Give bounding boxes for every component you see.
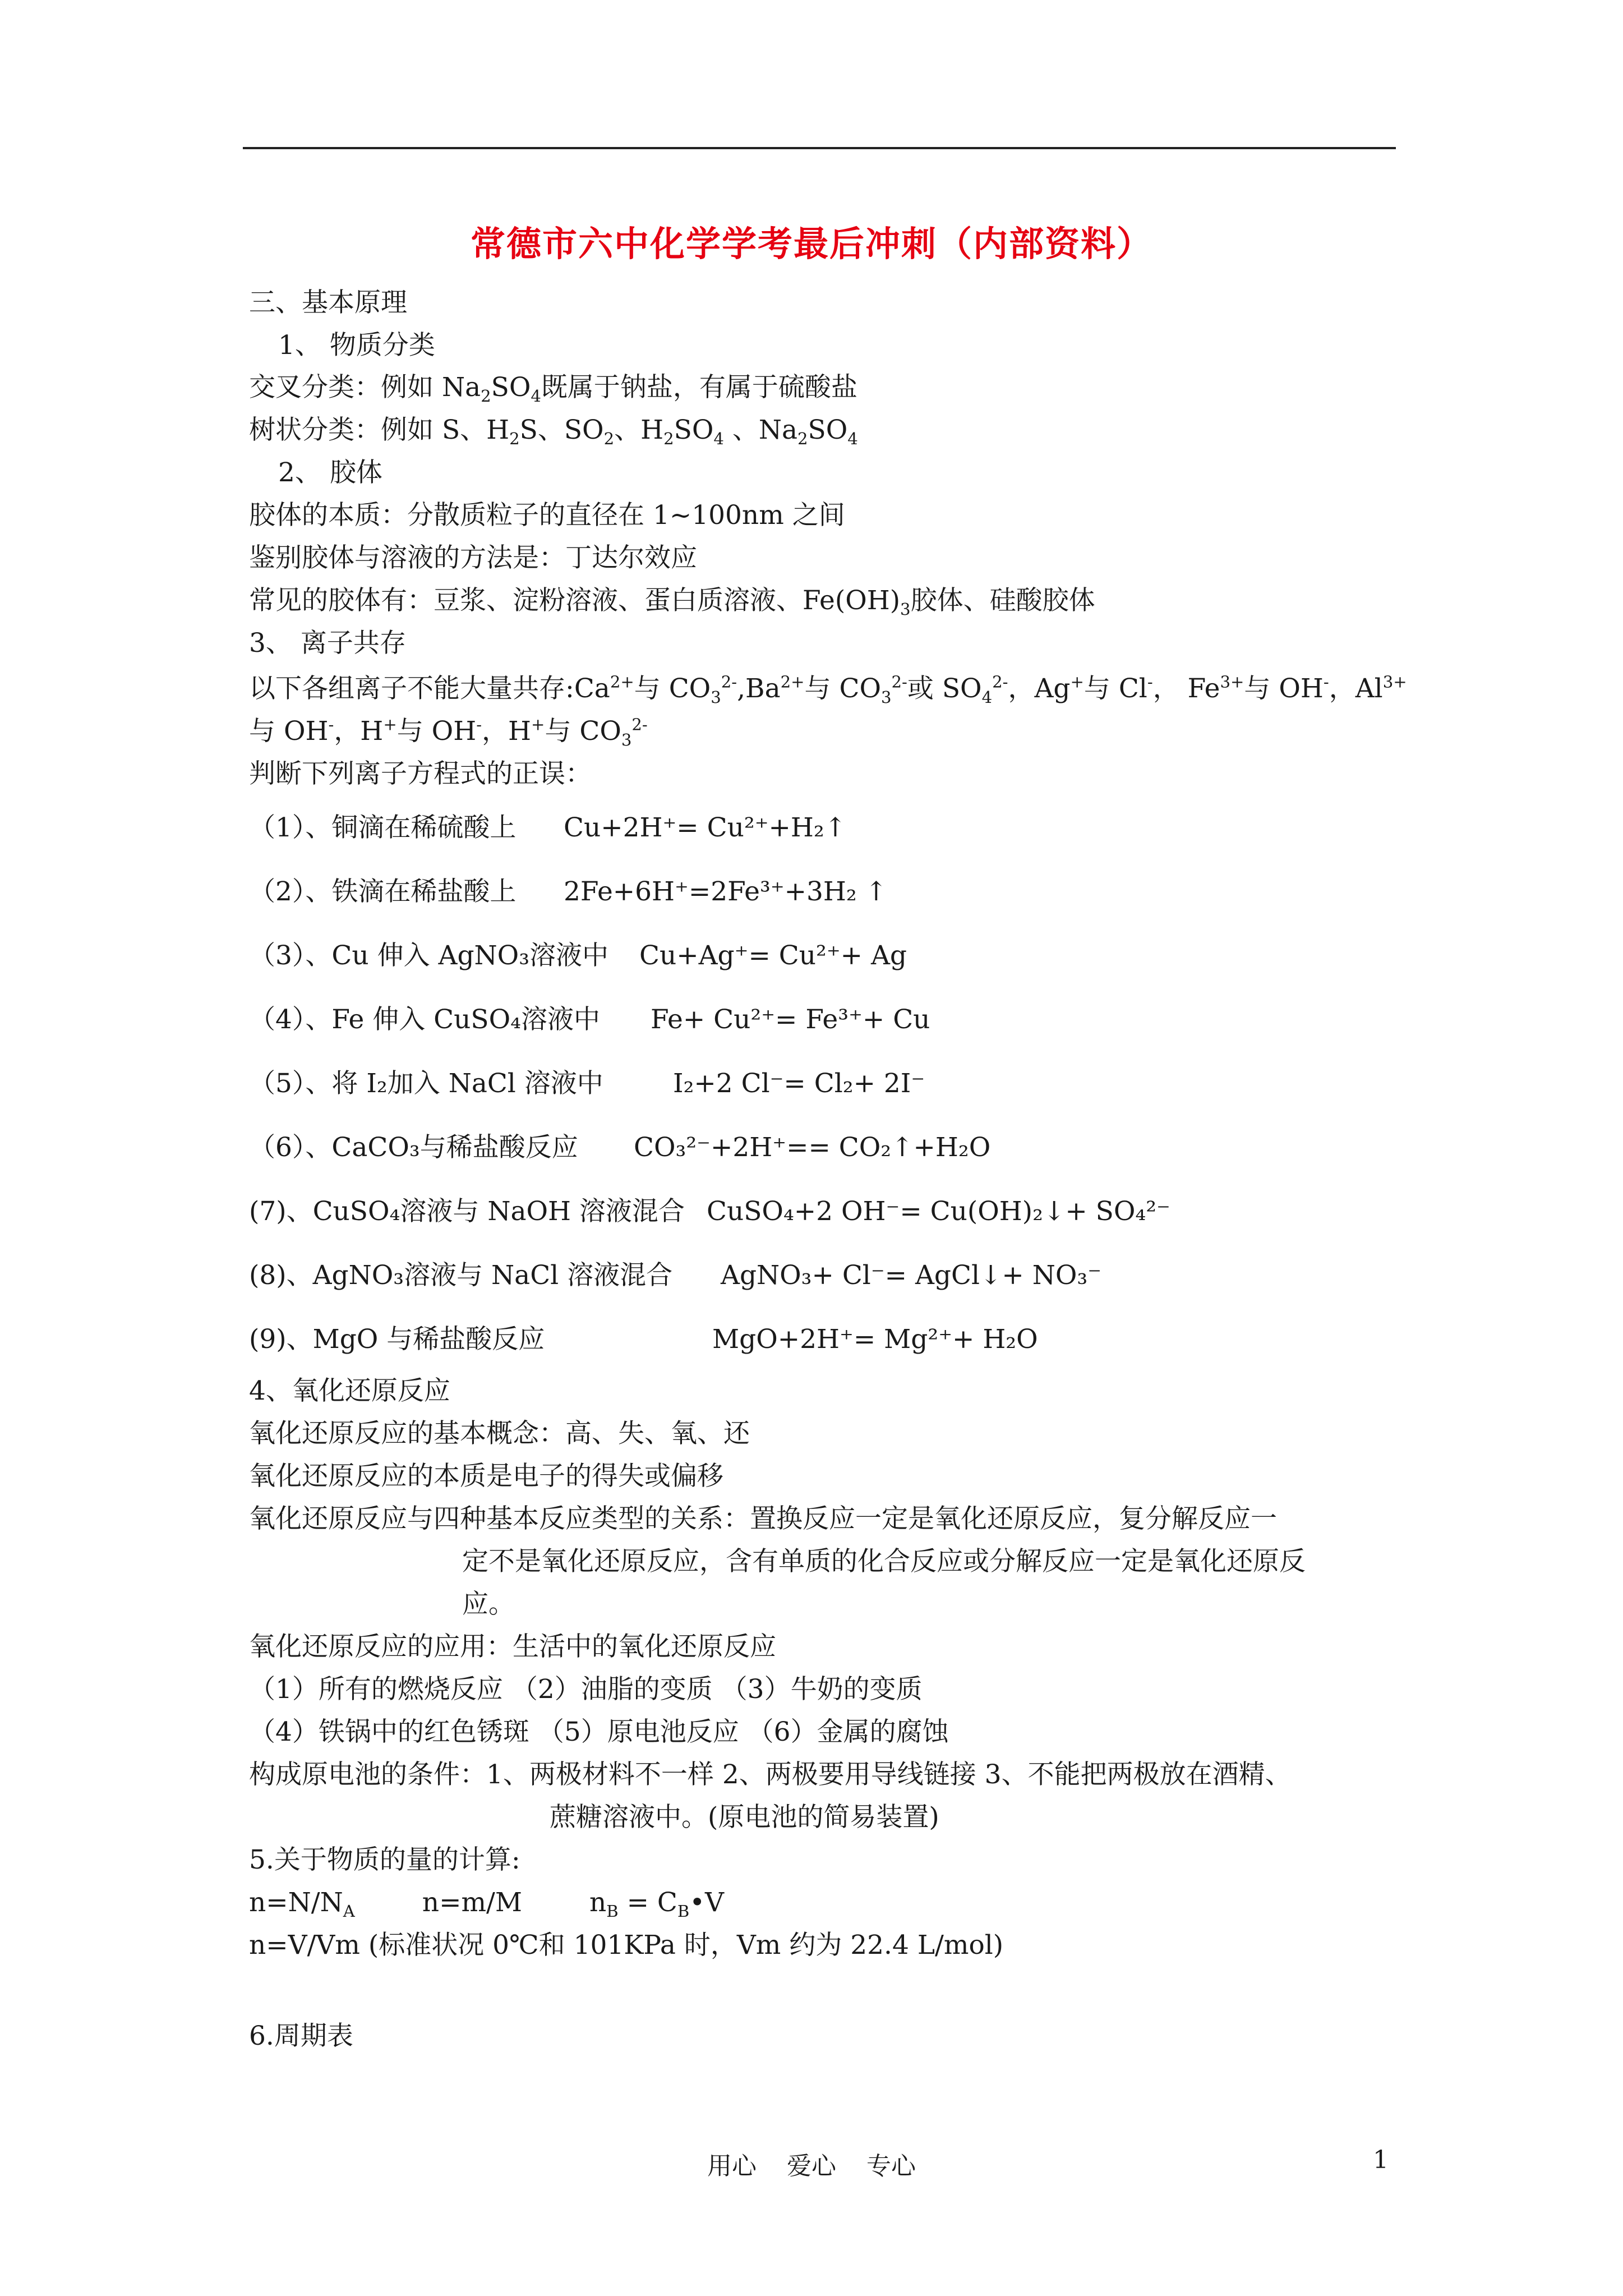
equation-8: AgNO₃+ Cl⁻= AgCl↓+ NO₃⁻ [721, 1260, 1101, 1291]
header-rule [243, 147, 1396, 149]
equation-label-7: (7)、CuSO₄溶液与 NaOH 溶液混合 [249, 1196, 685, 1227]
redox-examples-2: （4）铁锅中的红色锈斑 （5）原电池反应 （6）金属的腐蚀 [249, 1717, 949, 1747]
equation-9: MgO+2H⁺= Mg²⁺+ H₂O [712, 1324, 1038, 1355]
equation-label-1: （1）、铜滴在稀硫酸上 [249, 812, 517, 843]
galvanic-cell-conditions-1: 构成原电池的条件：1、两极材料不一样 2、两极要用导线链接 3、不能把两极放在酒精、 [249, 1759, 1292, 1790]
equation-label-3: （3）、Cu 伸入 AgNO₃溶液中 [249, 940, 609, 971]
equation-label-4: （4）、Fe 伸入 CuSO₄溶液中 [249, 1004, 600, 1035]
equation-2: 2Fe+6H⁺=2Fe³⁺+3H₂ ↑ [564, 876, 888, 907]
equation-6: CO₃²⁻+2H⁺== CO₂↑+H₂O [634, 1132, 991, 1163]
equation-4: Fe+ Cu²⁺= Fe³⁺+ Cu [651, 1004, 930, 1035]
equation-label-8: (8)、AgNO₃溶液与 NaCl 溶液混合 [249, 1260, 673, 1291]
page-title: 常德市六中化学学考最后冲刺（内部资料） [470, 223, 1152, 264]
cross-classification-line: 交叉分类：例如 $Na_2SO_4$既属于钠盐，有属于硫酸盐 [249, 372, 857, 406]
section-heading-basic-principles: 三、基本原理 [249, 287, 407, 318]
redox-concept: 氧化还原反应的基本概念：高、失、氧、还 [249, 1418, 750, 1449]
redox-relation-line-2: 定不是氧化还原反应，含有单质的化合反应或分解反应一定是氧化还原反 [462, 1546, 1306, 1577]
equation-label-5: （5）、将 I₂加入 NaCl 溶液中 [249, 1068, 603, 1099]
redox-examples-1: （1）所有的燃烧反应 （2）油脂的变质 （3）牛奶的变质 [249, 1674, 923, 1705]
judge-equations-heading: 判断下列离子方程式的正误： [249, 758, 592, 789]
equation-label-6: （6）、CaCO₃与稀盐酸反应 [249, 1132, 578, 1163]
colloid-identification: 鉴别胶体与溶液的方法是：丁达尔效应 [249, 542, 697, 573]
page-footer: 用心 爱心 专心 [707, 2152, 916, 2180]
page-number: 1 [1373, 2146, 1389, 2174]
colloid-examples: 常见的胶体有：豆浆、淀粉溶液、蛋白质溶液、$Fe(OH)_3$胶体、硅酸胶体 [249, 585, 1095, 619]
redox-relation-line-1: 氧化还原反应与四种基本反应类型的关系：置换反应一定是氧化还原反应，复分解反应一 [249, 1503, 1277, 1534]
equation-3: Cu+Ag⁺= Cu²⁺+ Ag [639, 940, 907, 971]
subheading-mole-calc: 5.关于物质的量的计算: [249, 1844, 520, 1875]
equation-1: Cu+2H⁺= Cu²⁺+H₂↑ [564, 812, 847, 843]
ion-pairs-line-1: 以下各组离子不能大量共存$:Ca^{2+}$与 $CO_3^{2-},Ba^{2+}$与 $CO_3^{2-}$或 $SO_4^{2-}$，Ag+与 Cl-， $Fe^{3+}$与 OH-，$Al^{3+}$ [249, 672, 1407, 707]
ion-pairs-line-2: 与 OH-，H+与 OH-，H+与 $CO_3^{2-}$ [249, 715, 648, 750]
galvanic-cell-conditions-2: 蔗糖溶液中。(原电池的简易装置) [550, 1802, 939, 1833]
subheading-ion-coexistence: 3、 离子共存 [249, 628, 406, 659]
equation-7: CuSO₄+2 OH⁻= Cu(OH)₂↓+ SO₄²⁻ [707, 1196, 1170, 1227]
equation-label-2: （2）、铁滴在稀盐酸上 [249, 876, 517, 907]
mole-formulas: $n=N/N_A$ n=m/M $n_B$ = $C_B•V$ [249, 1887, 724, 1921]
redox-essence: 氧化还原反应的本质是电子的得失或偏移 [249, 1461, 723, 1492]
equation-label-9: (9)、MgO 与稀盐酸反应 [249, 1324, 545, 1355]
redox-application: 氧化还原反应的应用：生活中的氧化还原反应 [249, 1631, 776, 1662]
molar-volume-formula: n=V/Vm (标准状况 0℃和 101KPa 时，Vm 约为 22.4 L/mol) [249, 1930, 1004, 1961]
equation-5: I₂+2 Cl⁻= Cl₂+ 2I⁻ [673, 1068, 925, 1099]
colloid-essence: 胶体的本质：分散质粒子的直径在 1~100nm 之间 [249, 500, 845, 531]
redox-relation-line-3: 应。 [462, 1589, 515, 1619]
subheading-redox: 4、氧化还原反应 [249, 1375, 450, 1406]
subheading-periodic-table: 6.周期表 [249, 2021, 353, 2051]
subheading-colloid: 2、 胶体 [278, 457, 382, 488]
subheading-classification: 1、 物质分类 [278, 330, 435, 361]
tree-classification-line: 树状分类：例如 S、$H_2S$、$SO_2$、$H_2SO_4$ 、$Na_2SO_4$ [249, 415, 858, 449]
